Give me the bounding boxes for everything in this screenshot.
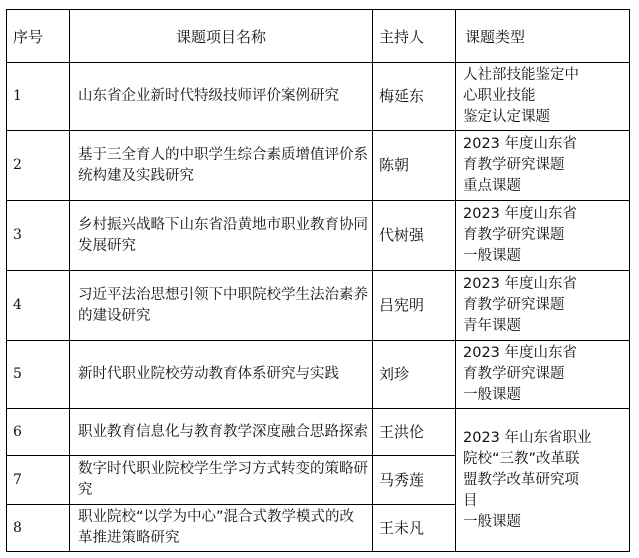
type-line: 一般课题 xyxy=(463,387,521,403)
type-line: 青年课题 xyxy=(463,318,521,334)
row-no: 5 xyxy=(7,341,70,409)
type-line: 2023 年度山东省 xyxy=(463,136,578,152)
type-line: 一般课题 xyxy=(463,513,521,530)
row-type xyxy=(456,201,630,271)
row-host: 吕宪明 xyxy=(373,271,456,341)
row-host: 梅延东 xyxy=(373,63,456,131)
row-no: 6 xyxy=(7,409,70,456)
type-line: 育教学研究课题 xyxy=(463,297,565,313)
row-no: 1 xyxy=(7,63,70,131)
type-line: 2023 年度山东省 xyxy=(463,345,578,361)
type-line: 育教学研究课题 xyxy=(463,366,565,382)
row-no: 2 xyxy=(7,131,70,201)
type-line: 2023 年山东省职业 xyxy=(463,429,592,446)
type-line: 目 xyxy=(463,492,478,509)
row-host: 代树强 xyxy=(373,201,456,271)
header-host: 主持人 xyxy=(373,10,456,63)
table-row xyxy=(7,201,630,271)
table-row xyxy=(7,131,630,201)
header-title: 课题项目名称 xyxy=(70,10,373,63)
project-table xyxy=(6,9,630,552)
row-title: 职业教育信息化与教育教学深度融合思路探索 xyxy=(70,409,373,456)
type-line: 重点课题 xyxy=(463,178,521,194)
row-title: 习近平法治思想引领下中职院校学生法治素养的建设研究 xyxy=(70,271,373,341)
row-type xyxy=(456,341,630,409)
type-line: 2023 年度山东省 xyxy=(463,206,578,222)
row-no: 7 xyxy=(7,456,70,505)
type-line: 心职业技能 xyxy=(463,88,536,104)
type-line: 育教学研究课题 xyxy=(463,157,565,173)
row-no: 3 xyxy=(7,201,70,271)
table-row xyxy=(7,341,630,409)
row-title: 乡村振兴战略下山东省沿黄地市职业教育协同发展研究 xyxy=(70,201,373,271)
row-host: 陈朝 xyxy=(373,131,456,201)
type-line: 2023 年度山东省 xyxy=(463,276,578,292)
row-title: 数字时代职业院校学生学习方式转变的策略研究 xyxy=(70,456,373,505)
row-title: 基于三全育人的中职学生综合素质增值评价系统构建及实践研究 xyxy=(70,131,373,201)
type-line: 院校“三教”改革联 xyxy=(463,450,580,467)
row-title: 职业院校“以学为中心”混合式教学模式的改革推进策略研究 xyxy=(70,505,373,552)
header-type: 课题类型 xyxy=(456,10,630,63)
type-line: 人社部技能鉴定中 xyxy=(463,67,579,83)
header-row xyxy=(7,10,630,63)
row-type xyxy=(456,271,630,341)
row-host: 马秀莲 xyxy=(373,456,456,505)
row-no: 8 xyxy=(7,505,70,552)
row-title: 新时代职业院校劳动教育体系研究与实践 xyxy=(70,341,373,409)
header-no: 序号 xyxy=(7,10,70,63)
table-row xyxy=(7,271,630,341)
row-type xyxy=(456,63,630,131)
row-host: 王未凡 xyxy=(373,505,456,552)
table-row xyxy=(7,409,630,456)
table-row xyxy=(7,63,630,131)
type-line: 盟教学改革研究项 xyxy=(463,471,579,488)
row-type xyxy=(456,131,630,201)
type-line: 一般课题 xyxy=(463,248,521,264)
row-host: 刘珍 xyxy=(373,341,456,409)
row-title: 山东省企业新时代特级技师评价案例研究 xyxy=(70,63,373,131)
row-no: 4 xyxy=(7,271,70,341)
row-host: 王洪伦 xyxy=(373,409,456,456)
type-line: 育教学研究课题 xyxy=(463,227,565,243)
type-line: 鉴定认定课题 xyxy=(463,109,550,125)
merged-type-cell xyxy=(456,409,630,552)
